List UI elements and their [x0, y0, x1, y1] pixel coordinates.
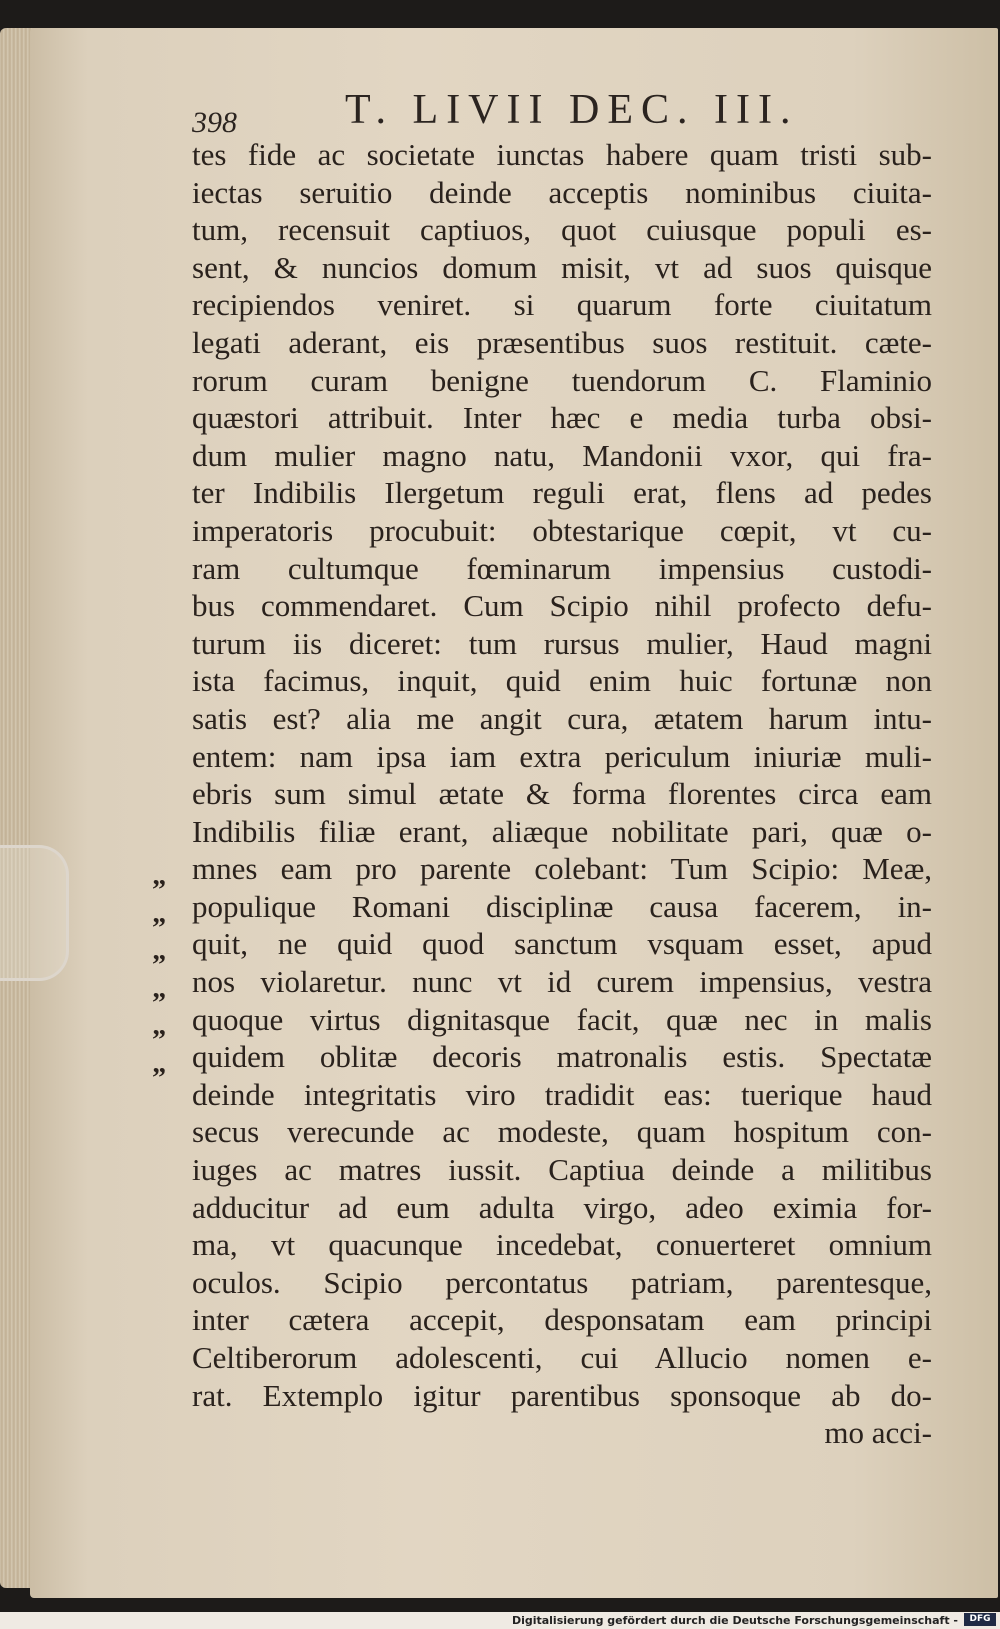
body-text: [192, 136, 932, 1452]
page-number: 398: [192, 106, 237, 139]
text-line: tes fide ac societate iunctas habere quam tristi sub-: [192, 137, 932, 172]
text-line: mo acci-: [824, 1415, 932, 1451]
text-line: oculos. Scipio percontatus patriam, parentesque,: [192, 1264, 932, 1300]
text-line: legati aderant, eis præsentibus suos restituit. cæte-: [192, 324, 932, 360]
text-line: ter Indibilis Ilergetum reguli erat, flens ad pedes: [192, 475, 932, 511]
footer-bar: [0, 1612, 1000, 1629]
text-line: ista facimus, inquit, quid enim huic fortunæ non: [192, 663, 932, 699]
footer-credit: Digitalisierung gefördert durch die Deutsche Forschungsgemeinschaft -: [511, 1614, 958, 1627]
text-line: adducitur ad eum adulta virgo, adeo eximia for-: [192, 1189, 932, 1225]
text-line: quæstori attribuit. Inter hæc e media turba obsi-: [192, 400, 932, 436]
text-line: turum iis diceret: tum rursus mulier, Haud magni: [192, 625, 932, 661]
text-line: iuges ac matres iussit. Captiua deinde a militibus: [192, 1152, 932, 1188]
text-line: sent, & nuncios domum misit, vt ad suos quisque: [192, 249, 932, 285]
text-line: Celtiberorum adolescenti, cui Allucio nomen e-: [192, 1340, 932, 1375]
text-line: secus verecunde ac modeste, quam hospitum con-: [192, 1114, 932, 1150]
quote-mark: ”: [152, 950, 166, 982]
text-line: quit, ne quid quod sanctum vsquam esset, apud: [192, 926, 932, 962]
quote-marks: [152, 872, 188, 1098]
quote-mark: ”: [152, 1062, 166, 1094]
text-line: dum mulier magno natu, Mandonii vxor, qui fra-: [192, 437, 932, 473]
text-line: quidem oblitæ decoris matronalis estis. Spectatæ: [192, 1039, 932, 1075]
text-line: recipiendos veniret. si quarum forte ciuitatum: [192, 287, 932, 323]
text-line: Indibilis filiæ erant, aliæque nobilitate pari, quæ o-: [192, 813, 932, 849]
text-line: inter cætera accepit, desponsatam eam principi: [192, 1302, 932, 1338]
text-line: quoque virtus dignitasque facit, quæ nec in malis: [192, 1001, 932, 1037]
text-line: tum, recensuit captiuos, quot cuiusque populi es-: [192, 212, 932, 248]
text-line: rat. Extemplo igitur parentibus sponsoque ab do-: [192, 1377, 932, 1413]
text-line: ebris sum simul ætate & forma florentes circa eam: [192, 776, 932, 812]
text-line: entem: nam ipsa iam extra periculum iniuriæ muli-: [192, 738, 932, 774]
quote-mark: ”: [152, 987, 166, 1019]
text-line: nos violaretur. nunc vt id curem impensius, vestra: [192, 964, 932, 1000]
text-line: satis est? alia me angit cura, ætatem harum intu-: [192, 700, 932, 736]
quote-mark: ”: [152, 912, 166, 944]
text-line: bus commendaret. Cum Scipio nihil profecto defu-: [192, 588, 932, 624]
text-line: iectas seruitio deinde acceptis nominibus ciuita-: [192, 174, 932, 210]
page-clip: [0, 845, 69, 981]
running-head: T. LIVII DEC. III.: [345, 87, 799, 133]
quote-mark: ”: [152, 875, 166, 906]
text-line: ram cultumque fœminarum impensius custodi-: [192, 550, 932, 586]
text-line: mnes eam pro parente colebant: Tum Scipio: Meæ,: [192, 851, 932, 887]
text-line: deinde integritatis viro tradidit eas: tuerique haud: [192, 1076, 932, 1112]
text-line: rorum curam benigne tuendorum C. Flaminio: [192, 362, 932, 398]
text-line: populique Romani disciplinæ causa facerem, in-: [192, 888, 932, 924]
quote-mark: ”: [152, 1025, 166, 1057]
text-line: imperatoris procubuit: obtestarique cœpit, vt cu-: [192, 512, 932, 548]
dfg-logo: DFG: [964, 1613, 996, 1626]
text-line: ma, vt quacunque incedebat, conuerteret omnium: [192, 1227, 932, 1263]
